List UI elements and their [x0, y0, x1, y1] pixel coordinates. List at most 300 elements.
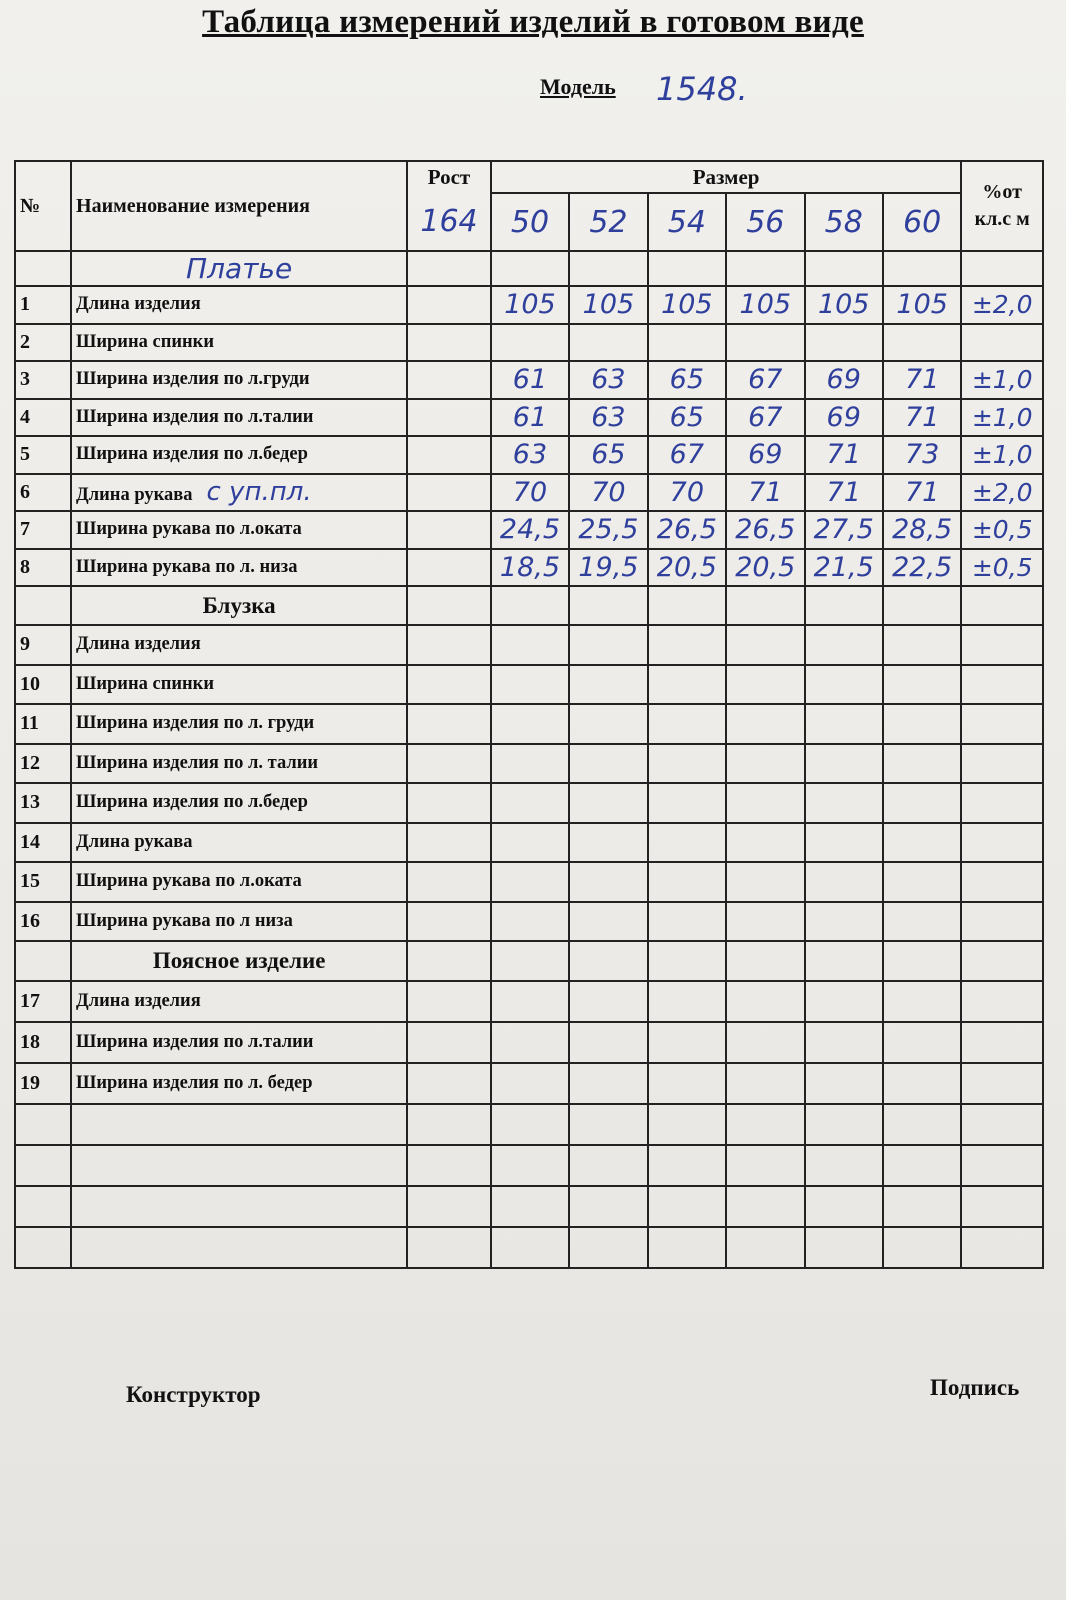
measurement-name	[71, 474, 407, 512]
value-cell	[491, 704, 569, 744]
empty-cell	[961, 1145, 1043, 1186]
col-size-header: Размер	[491, 161, 962, 193]
measurement-label: Ширина изделия по л. талии	[76, 752, 319, 773]
table-row	[15, 902, 1043, 942]
value-cell	[648, 1022, 726, 1063]
measurement-label: Ширина изделия по л.талии	[76, 1032, 314, 1052]
value-cell	[569, 744, 647, 784]
section-row	[15, 586, 1043, 625]
row-number: 6	[15, 474, 71, 512]
empty-cell	[15, 1104, 71, 1145]
model-label: Модель	[540, 74, 616, 99]
height-cell	[407, 902, 491, 942]
value-cell	[805, 665, 883, 705]
value-cell	[491, 823, 569, 863]
empty-cell	[726, 251, 804, 286]
value-cell	[805, 902, 883, 942]
value-cell: 19,5	[569, 549, 647, 587]
value-cell: 73	[883, 436, 961, 474]
empty-cell	[961, 941, 1043, 981]
measurement-name	[71, 324, 407, 362]
value-cell: 69	[805, 361, 883, 399]
size-cell: 52	[569, 193, 647, 251]
table-row	[15, 823, 1043, 863]
value-cell	[726, 902, 804, 942]
measurement-label: Ширина изделия по л. бедер	[76, 1073, 313, 1093]
measurement-label: Длина изделия	[76, 991, 201, 1011]
value-cell	[491, 1063, 569, 1104]
table-row	[15, 511, 1043, 549]
section-row	[15, 941, 1043, 981]
value-cell	[883, 823, 961, 863]
empty-cell	[407, 1186, 491, 1227]
measurement-label: Ширина спинки	[76, 331, 214, 352]
value-cell: 105	[491, 286, 569, 324]
measurement-name	[71, 399, 407, 437]
row-number: 10	[15, 665, 71, 705]
row-number: 12	[15, 744, 71, 784]
header-row	[15, 161, 1043, 193]
value-cell	[569, 1063, 647, 1104]
empty-cell	[883, 1104, 961, 1145]
height-cell	[407, 704, 491, 744]
value-cell: 105	[569, 286, 647, 324]
value-cell	[648, 823, 726, 863]
value-cell	[883, 625, 961, 665]
value-cell	[805, 625, 883, 665]
empty-cell	[883, 251, 961, 286]
row-number: 19	[15, 1063, 71, 1104]
empty-cell	[883, 1145, 961, 1186]
empty-row	[15, 1186, 1043, 1227]
empty-cell	[805, 1186, 883, 1227]
tolerance-cell: ±1,0	[961, 399, 1043, 437]
value-cell: 71	[726, 474, 804, 512]
constructor-label: Конструктор	[126, 1382, 261, 1407]
empty-cell	[407, 586, 491, 625]
value-cell: 25,5	[569, 511, 647, 549]
measurement-name	[71, 361, 407, 399]
value-cell: 24,5	[491, 511, 569, 549]
value-cell	[726, 862, 804, 902]
table-row	[15, 981, 1043, 1022]
measurement-name	[71, 783, 407, 823]
value-cell: 61	[491, 399, 569, 437]
empty-cell	[961, 1186, 1043, 1227]
value-cell	[648, 902, 726, 942]
row-number: 9	[15, 625, 71, 665]
value-cell	[726, 744, 804, 784]
empty-cell	[961, 586, 1043, 625]
section-title: Поясное изделие	[71, 941, 407, 981]
empty-cell	[491, 941, 569, 981]
row-number: 15	[15, 862, 71, 902]
measurement-label: Длина рукава	[76, 485, 193, 506]
tolerance-cell	[961, 902, 1043, 942]
measurement-label: Ширина рукава по л. низа	[76, 556, 298, 577]
empty-cell	[15, 1227, 71, 1268]
value-cell: 26,5	[726, 511, 804, 549]
value-cell	[491, 981, 569, 1022]
value-cell	[569, 902, 647, 942]
row-number: 14	[15, 823, 71, 863]
empty-cell	[648, 251, 726, 286]
value-cell	[805, 783, 883, 823]
height-cell	[407, 324, 491, 362]
value-cell: 71	[805, 436, 883, 474]
value-cell	[883, 783, 961, 823]
value-cell	[805, 1063, 883, 1104]
tolerance-cell	[961, 981, 1043, 1022]
value-cell	[805, 704, 883, 744]
empty-cell	[407, 941, 491, 981]
value-cell: 71	[883, 474, 961, 512]
value-cell	[569, 783, 647, 823]
value-cell: 27,5	[805, 511, 883, 549]
empty-cell	[491, 1227, 569, 1268]
height-cell	[407, 286, 491, 324]
row-number: 11	[15, 704, 71, 744]
measurement-label: Ширина изделия по л.бедер	[76, 792, 308, 813]
empty-cell	[648, 1186, 726, 1227]
empty-cell	[15, 251, 71, 286]
empty-cell	[883, 1186, 961, 1227]
value-cell	[648, 783, 726, 823]
value-cell: 61	[491, 361, 569, 399]
empty-cell	[71, 1104, 407, 1145]
section-row	[15, 251, 1043, 286]
value-cell: 70	[648, 474, 726, 512]
empty-cell	[569, 1227, 647, 1268]
empty-cell	[407, 1227, 491, 1268]
value-cell: 63	[569, 399, 647, 437]
value-cell	[726, 981, 804, 1022]
empty-cell	[15, 941, 71, 981]
tolerance-cell	[961, 324, 1043, 362]
value-cell	[726, 823, 804, 863]
value-cell	[726, 665, 804, 705]
value-cell: 71	[805, 474, 883, 512]
height-cell	[407, 1063, 491, 1104]
value-cell: 21,5	[805, 549, 883, 587]
tolerance-cell: ±0,5	[961, 511, 1043, 549]
value-cell	[648, 665, 726, 705]
value-cell	[569, 981, 647, 1022]
empty-cell	[883, 1227, 961, 1268]
value-cell	[569, 823, 647, 863]
row-number: 4	[15, 399, 71, 437]
measurement-label: Длина изделия	[76, 294, 201, 315]
empty-cell	[71, 1145, 407, 1186]
empty-cell	[569, 941, 647, 981]
value-cell	[491, 1022, 569, 1063]
table-row	[15, 436, 1043, 474]
value-cell	[648, 1063, 726, 1104]
measurement-label: Ширина изделия по л.талии	[76, 406, 314, 427]
tolerance-cell: ±2,0	[961, 474, 1043, 512]
empty-cell	[961, 1227, 1043, 1268]
measurement-name	[71, 902, 407, 942]
height-cell	[407, 625, 491, 665]
row-number: 13	[15, 783, 71, 823]
value-cell	[883, 1063, 961, 1104]
value-cell	[883, 324, 961, 362]
value-cell: 67	[726, 361, 804, 399]
value-cell	[569, 704, 647, 744]
table-row	[15, 744, 1043, 784]
tolerance-cell	[961, 704, 1043, 744]
value-cell: 28,5	[883, 511, 961, 549]
tolerance-cell: ±0,5	[961, 549, 1043, 587]
empty-cell	[883, 586, 961, 625]
measurement-label: Ширина изделия по л.бедер	[76, 444, 308, 465]
measurement-name	[71, 823, 407, 863]
col-name-header: Наименование измерения	[71, 161, 407, 251]
tolerance-cell: ±1,0	[961, 361, 1043, 399]
empty-cell	[491, 251, 569, 286]
value-cell: 105	[726, 286, 804, 324]
value-cell: 71	[883, 361, 961, 399]
empty-cell	[71, 1186, 407, 1227]
table-row	[15, 286, 1043, 324]
size-cell: 54	[648, 193, 726, 251]
height-value: 164	[407, 193, 491, 251]
value-cell	[569, 862, 647, 902]
height-cell	[407, 549, 491, 587]
measurement-label: Длина изделия	[76, 634, 201, 655]
value-cell	[569, 625, 647, 665]
height-cell	[407, 1022, 491, 1063]
value-cell: 70	[569, 474, 647, 512]
section-title: Платье	[71, 251, 407, 286]
row-number: 1	[15, 286, 71, 324]
value-cell	[883, 981, 961, 1022]
value-cell	[491, 744, 569, 784]
empty-cell	[805, 586, 883, 625]
value-cell: 67	[726, 399, 804, 437]
value-cell	[648, 744, 726, 784]
signature-label: Подпись	[930, 1375, 1020, 1400]
value-cell	[491, 902, 569, 942]
value-cell	[883, 862, 961, 902]
value-cell: 65	[569, 436, 647, 474]
measurement-name	[71, 549, 407, 587]
tolerance-cell	[961, 823, 1043, 863]
value-cell	[569, 1022, 647, 1063]
table-row	[15, 704, 1043, 744]
measurement-name	[71, 436, 407, 474]
empty-cell	[648, 1104, 726, 1145]
empty-cell	[961, 251, 1043, 286]
empty-row	[15, 1227, 1043, 1268]
value-cell	[569, 324, 647, 362]
value-cell: 65	[648, 361, 726, 399]
table-row	[15, 1022, 1043, 1063]
empty-cell	[407, 1145, 491, 1186]
value-cell: 20,5	[726, 549, 804, 587]
measurement-name	[71, 1022, 407, 1063]
value-cell: 20,5	[648, 549, 726, 587]
empty-cell	[569, 251, 647, 286]
row-number: 2	[15, 324, 71, 362]
size-cell: 60	[883, 193, 961, 251]
tolerance-cell	[961, 783, 1043, 823]
empty-cell	[491, 586, 569, 625]
empty-cell	[961, 1104, 1043, 1145]
size-cell: 56	[726, 193, 804, 251]
empty-cell	[569, 1186, 647, 1227]
tolerance-cell	[961, 862, 1043, 902]
value-cell: 105	[805, 286, 883, 324]
tolerance-cell	[961, 1022, 1043, 1063]
value-cell: 63	[569, 361, 647, 399]
height-cell	[407, 783, 491, 823]
document-title: Таблица измерений изделий в готовом виде	[202, 4, 864, 40]
measurement-label: Ширина рукава по л низа	[76, 910, 293, 931]
empty-cell	[569, 586, 647, 625]
value-cell	[883, 902, 961, 942]
table-row	[15, 549, 1043, 587]
empty-cell	[407, 251, 491, 286]
value-cell: 26,5	[648, 511, 726, 549]
height-cell	[407, 399, 491, 437]
measurement-name	[71, 862, 407, 902]
value-cell	[648, 324, 726, 362]
height-cell	[407, 862, 491, 902]
value-cell	[726, 1022, 804, 1063]
measurement-label: Ширина рукава по л.оката	[76, 871, 302, 892]
empty-cell	[805, 1145, 883, 1186]
measurement-note: с уп.пл.	[206, 477, 312, 508]
empty-cell	[726, 1227, 804, 1268]
row-number: 3	[15, 361, 71, 399]
value-cell	[726, 783, 804, 823]
value-cell	[883, 665, 961, 705]
table-row	[15, 399, 1043, 437]
value-cell	[883, 1022, 961, 1063]
value-cell: 69	[726, 436, 804, 474]
value-cell: 70	[491, 474, 569, 512]
empty-cell	[15, 586, 71, 625]
measurement-label: Ширина изделия по л. груди	[76, 713, 315, 734]
value-cell	[805, 744, 883, 784]
height-cell	[407, 511, 491, 549]
empty-cell	[569, 1104, 647, 1145]
value-cell	[491, 625, 569, 665]
value-cell: 105	[883, 286, 961, 324]
section-title: Блузка	[71, 586, 407, 625]
value-cell: 71	[883, 399, 961, 437]
table-row	[15, 324, 1043, 362]
height-cell	[407, 665, 491, 705]
value-cell	[726, 625, 804, 665]
empty-cell	[883, 941, 961, 981]
table-row	[15, 862, 1043, 902]
value-cell	[491, 783, 569, 823]
tolerance-cell	[961, 744, 1043, 784]
value-cell	[648, 862, 726, 902]
empty-cell	[491, 1145, 569, 1186]
value-cell	[491, 324, 569, 362]
value-cell	[726, 324, 804, 362]
empty-cell	[805, 1227, 883, 1268]
empty-row	[15, 1104, 1043, 1145]
empty-cell	[491, 1186, 569, 1227]
tolerance-cell	[961, 1063, 1043, 1104]
empty-cell	[726, 1145, 804, 1186]
empty-cell	[726, 1186, 804, 1227]
height-cell	[407, 474, 491, 512]
size-cell: 58	[805, 193, 883, 251]
row-number: 17	[15, 981, 71, 1022]
value-cell	[491, 665, 569, 705]
row-number: 16	[15, 902, 71, 942]
table-row	[15, 783, 1043, 823]
measurement-name	[71, 286, 407, 324]
value-cell	[805, 1022, 883, 1063]
measurement-label: Ширина рукава по л.оката	[76, 519, 302, 540]
height-cell	[407, 981, 491, 1022]
measurement-label: Ширина спинки	[76, 673, 214, 694]
value-cell: 22,5	[883, 549, 961, 587]
empty-cell	[648, 941, 726, 981]
measurement-name	[71, 625, 407, 665]
table-row	[15, 625, 1043, 665]
value-cell: 105	[648, 286, 726, 324]
row-number: 7	[15, 511, 71, 549]
value-cell	[805, 862, 883, 902]
value-cell	[883, 744, 961, 784]
height-cell	[407, 744, 491, 784]
value-cell	[883, 704, 961, 744]
row-number: 18	[15, 1022, 71, 1063]
measurement-name	[71, 665, 407, 705]
value-cell	[648, 981, 726, 1022]
empty-cell	[648, 586, 726, 625]
tolerance-cell	[961, 665, 1043, 705]
empty-cell	[407, 1104, 491, 1145]
measurement-name	[71, 704, 407, 744]
height-cell	[407, 361, 491, 399]
value-cell: 63	[491, 436, 569, 474]
empty-row	[15, 1145, 1043, 1186]
empty-cell	[648, 1145, 726, 1186]
table-row	[15, 361, 1043, 399]
tolerance-cell: ±1,0	[961, 436, 1043, 474]
measurement-label: Длина рукава	[76, 831, 193, 852]
measurement-label: Ширина изделия по л.груди	[76, 369, 310, 390]
empty-cell	[726, 586, 804, 625]
value-cell	[726, 704, 804, 744]
table-row	[15, 665, 1043, 705]
measurement-name	[71, 981, 407, 1022]
table-row	[15, 1063, 1043, 1104]
measurement-table	[14, 160, 1044, 1269]
empty-cell	[726, 941, 804, 981]
value-cell	[805, 981, 883, 1022]
empty-cell	[491, 1104, 569, 1145]
value-cell: 65	[648, 399, 726, 437]
value-cell	[491, 862, 569, 902]
col-no-header: №	[15, 161, 71, 251]
row-number: 8	[15, 549, 71, 587]
tolerance-cell	[961, 625, 1043, 665]
height-cell	[407, 823, 491, 863]
measurement-name	[71, 744, 407, 784]
table-row	[15, 474, 1043, 512]
col-tolerance-header: %от кл.с м	[961, 161, 1043, 251]
value-cell	[726, 1063, 804, 1104]
